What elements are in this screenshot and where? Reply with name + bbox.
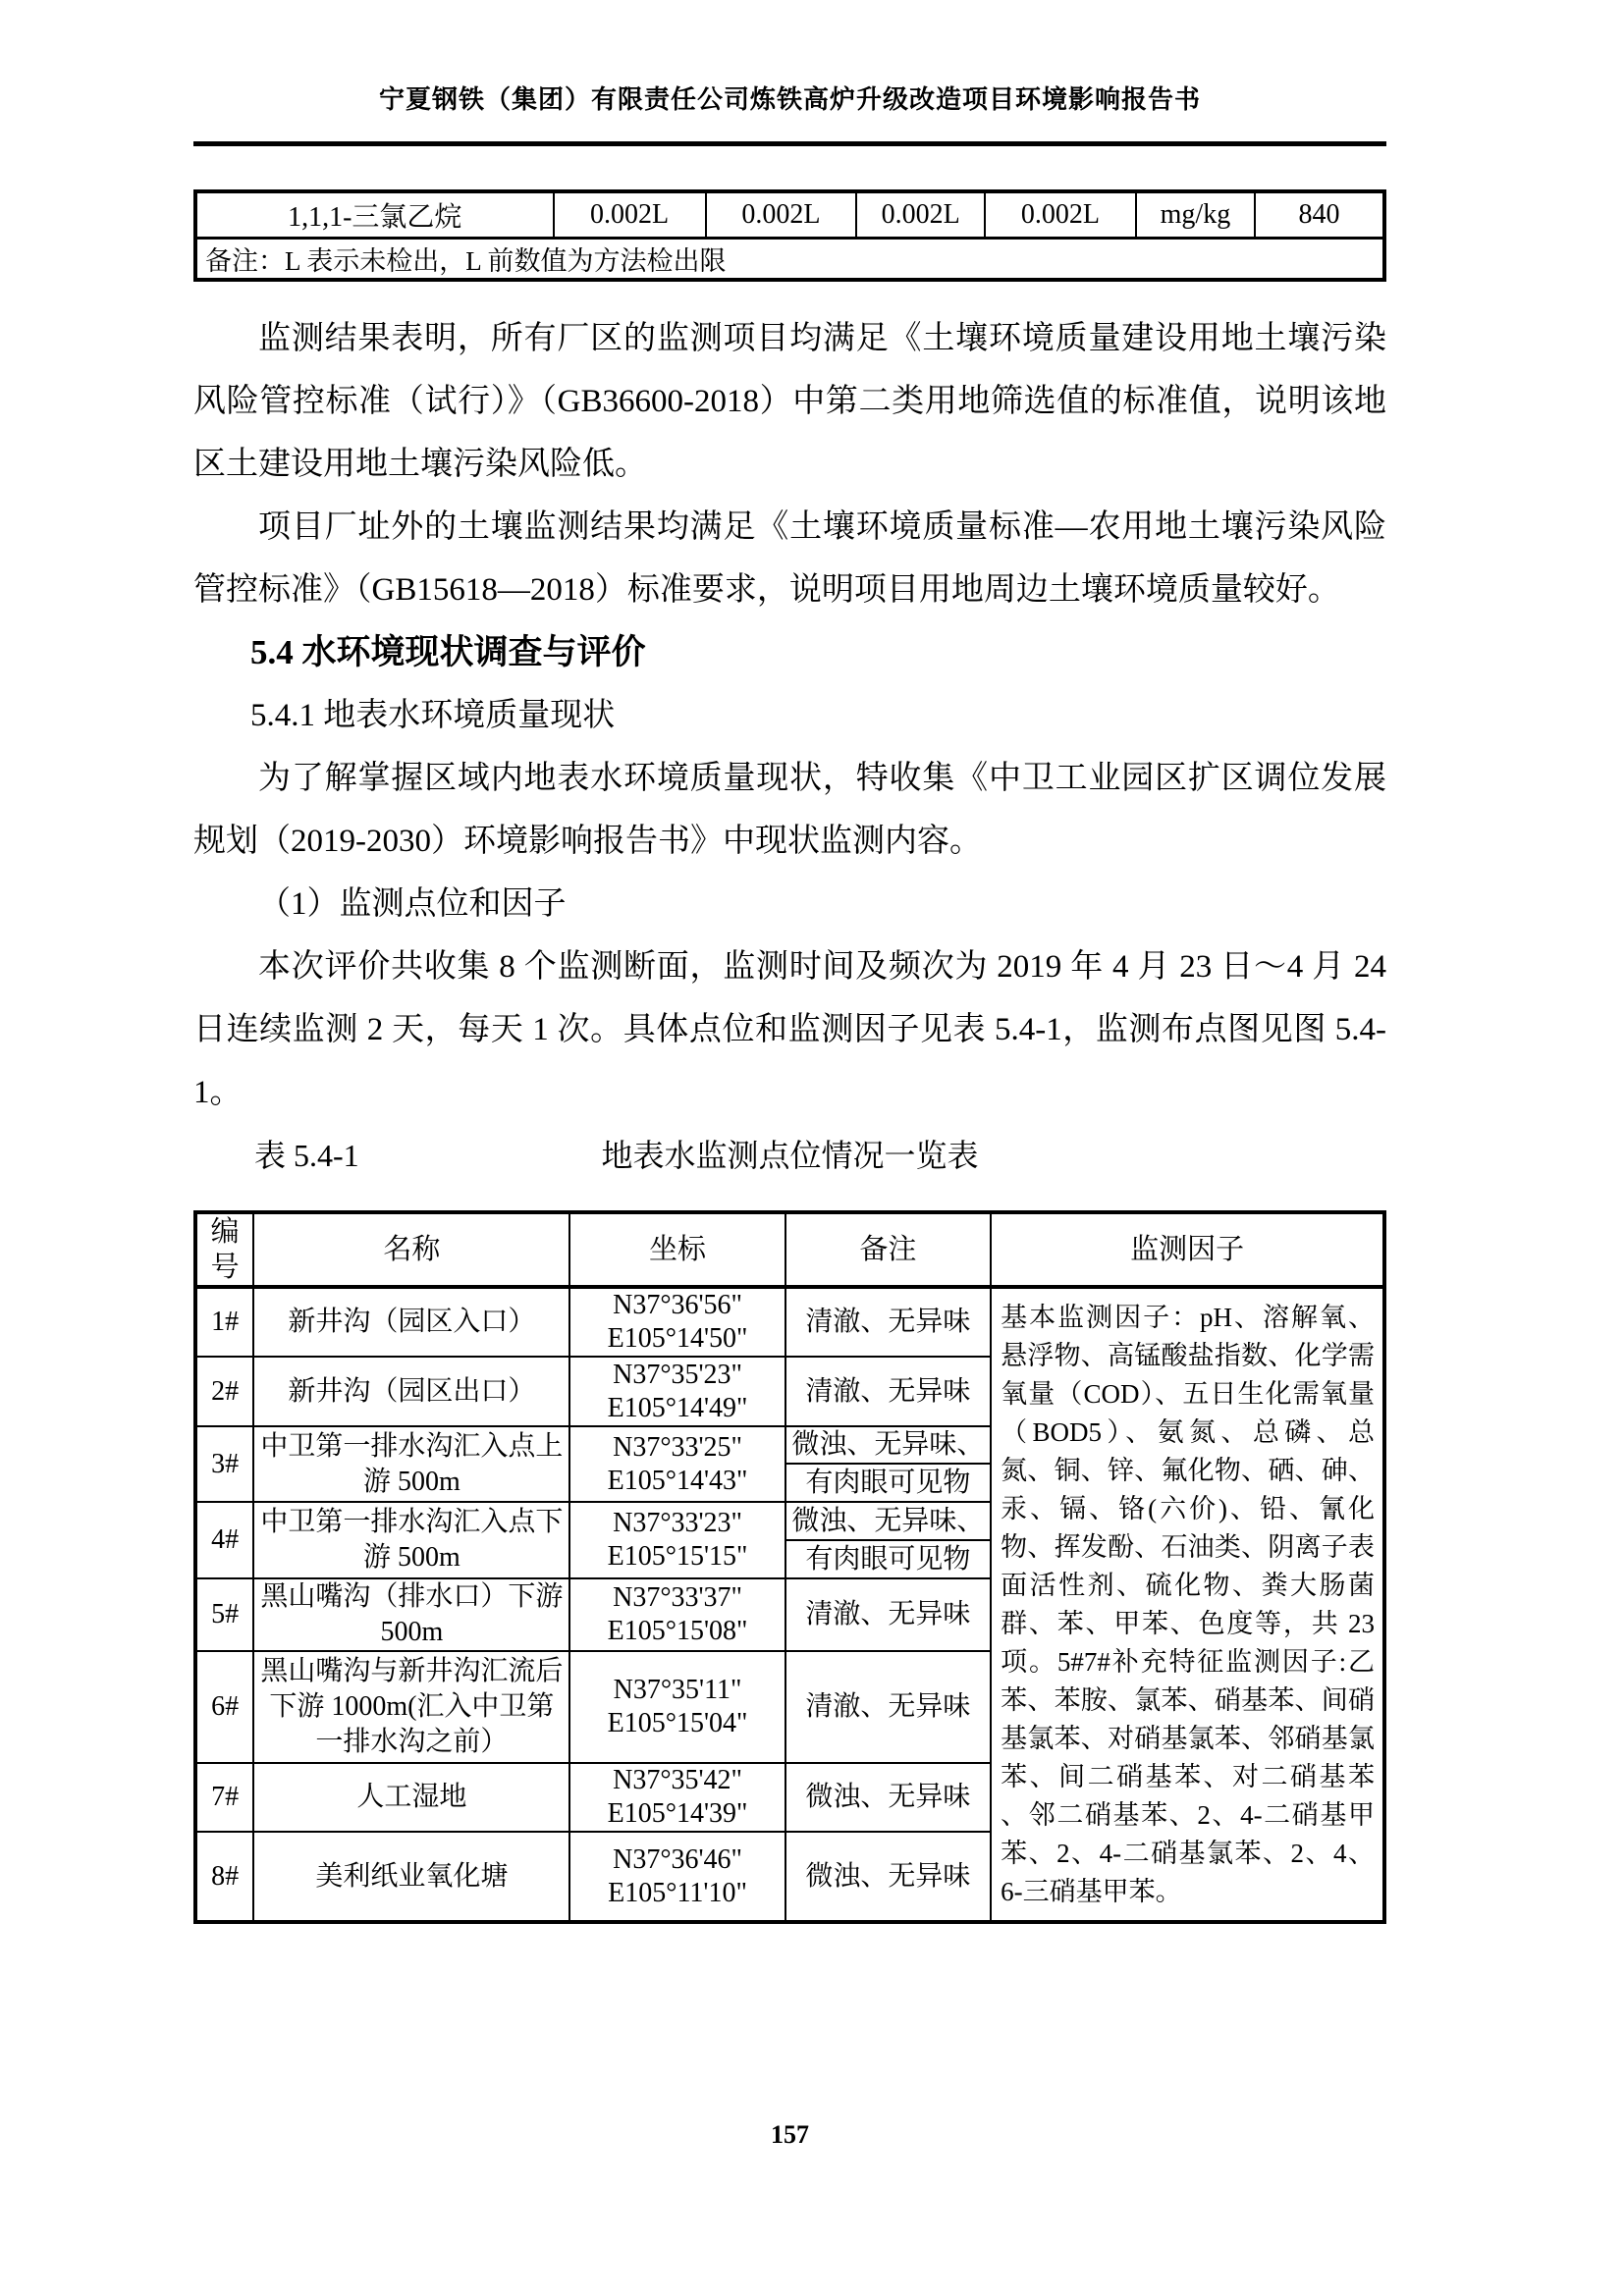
header-rule bbox=[193, 141, 1386, 146]
header-cell-coordinate: 坐标 bbox=[569, 1212, 785, 1287]
site-name-cell: 新井沟（园区入口） bbox=[253, 1287, 569, 1357]
paragraph-soil-conclusion-1: 监测结果表明，所有厂区的监测项目均满足《土壤环境质量建设用地土壤污染风险管控标准（试行）》（GB36600-2018）中第二类用地筛选值的标准值，说明该地区土建设用地土壤污染风险低。 bbox=[193, 321, 1386, 482]
subsection-heading-5-4-1: 5.4.1 地表水环境质量现状 bbox=[250, 698, 616, 733]
coordinate-east: E105°14'50" bbox=[607, 1323, 748, 1354]
factors-cell: 基本监测因子：pH、溶解氧、悬浮物、高锰酸盐指数、化学需氧量（COD）、五日生化需氧量（BOD5）、氨氮、总磷、总氮、铜、锌、氟化物、硒、砷、汞、镉、铬(六价)、铅、氰化物、挥发酚、石油类、阴离子表面活性剂、硫化物、粪大肠菌群、苯、甲苯、色度等，共 23 项。5#7#补充特征监测因子:乙苯、苯胺、氯苯、硝基苯、间硝基氯苯、对硝基氯苯、邻硝基氯苯、间二硝基苯、对二硝基苯 、邻二硝基苯、2、4-二硝基甲苯、2、4-二硝基氯苯、2、4、6-三硝基甲苯。 bbox=[991, 1287, 1384, 1922]
site-name-cell: 新井沟（园区出口） bbox=[253, 1357, 569, 1426]
coordinate-cell bbox=[569, 1357, 785, 1426]
remark-cell: 清澈、无异味 bbox=[785, 1651, 992, 1763]
coordinate-east: E105°15'15" bbox=[607, 1541, 748, 1572]
coordinate-north: N37°33'25" bbox=[613, 1431, 742, 1463]
table-note-row bbox=[195, 239, 1384, 281]
remark-cell-top: 微浊、无异味、 bbox=[785, 1502, 992, 1540]
coordinate-east: E105°14'39" bbox=[607, 1798, 748, 1829]
value-cell: 0.002L bbox=[856, 191, 985, 239]
site-name-cell: 黑山嘴沟（排水口）下游 500m bbox=[253, 1578, 569, 1651]
row-id-cell: 5# bbox=[195, 1578, 253, 1651]
site-name-cell: 美利纸业氧化塘 bbox=[253, 1832, 569, 1922]
table-header-row bbox=[195, 1212, 1384, 1287]
coordinate-cell bbox=[569, 1763, 785, 1832]
row-id-cell: 8# bbox=[195, 1832, 253, 1922]
header-cell-factors: 监测因子 bbox=[991, 1212, 1384, 1287]
paragraph-item-1-label: （1）监测点位和因子 bbox=[258, 886, 567, 922]
site-name-cell: 黑山嘴沟与新井沟汇流后下游 1000m(汇入中卫第一排水沟之前） bbox=[253, 1651, 569, 1763]
section-heading-5-4: 5.4 水环境现状调查与评价 bbox=[250, 633, 646, 671]
remark-cell: 微浊、无异味 bbox=[785, 1763, 992, 1832]
remark-cell: 清澈、无异味 bbox=[785, 1287, 992, 1357]
coordinate-north: N37°35'11" bbox=[613, 1675, 742, 1705]
header-cell-id: 编号 bbox=[195, 1212, 253, 1287]
table-caption-title: 地表水监测点位情况一览表 bbox=[601, 1138, 979, 1173]
unit-cell: mg/kg bbox=[1136, 191, 1255, 239]
coordinate-cell bbox=[569, 1651, 785, 1763]
row-id-cell: 6# bbox=[195, 1651, 253, 1763]
page-number: 157 bbox=[771, 2120, 809, 2149]
value-cell: 0.002L bbox=[554, 191, 706, 239]
coordinate-cell bbox=[569, 1832, 785, 1922]
limit-cell: 840 bbox=[1255, 191, 1384, 239]
row-id-cell: 3# bbox=[195, 1426, 253, 1502]
coordinate-cell bbox=[569, 1502, 785, 1578]
coordinate-north: N37°33'23" bbox=[613, 1508, 742, 1538]
paragraph-soil-conclusion-2: 项目厂址外的土壤监测结果均满足《土壤环境质量标准—农用地土壤污染风险管控标准》（GB15618—2018）标准要求，说明项目用地周边土壤环境质量较好。 bbox=[193, 509, 1386, 608]
row-id-cell: 4# bbox=[195, 1502, 253, 1578]
remark-cell: 清澈、无异味 bbox=[785, 1578, 992, 1651]
value-cell: 0.002L bbox=[706, 191, 857, 239]
coordinate-north: N37°35'42" bbox=[613, 1765, 742, 1795]
coordinate-east: E105°11'10" bbox=[608, 1877, 747, 1908]
row-id-cell: 1# bbox=[195, 1287, 253, 1357]
coordinate-north: N37°33'37" bbox=[613, 1582, 742, 1613]
coordinate-north: N37°36'46" bbox=[613, 1843, 742, 1875]
remark-cell: 微浊、无异味 bbox=[785, 1832, 992, 1922]
page-content bbox=[193, 0, 1386, 1924]
parameter-cell: 1,1,1-三氯乙烷 bbox=[195, 191, 554, 239]
remark-cell: 清澈、无异味 bbox=[785, 1357, 992, 1426]
coordinate-east: E105°15'04" bbox=[607, 1708, 748, 1738]
coordinate-cell bbox=[569, 1426, 785, 1502]
row-id-cell: 7# bbox=[195, 1763, 253, 1832]
coordinate-cell bbox=[569, 1287, 785, 1357]
remark-cell-bottom: 有肉眼可见物 bbox=[785, 1464, 992, 1502]
remark-cell-bottom: 有肉眼可见物 bbox=[785, 1540, 992, 1578]
coordinate-east: E105°14'43" bbox=[607, 1465, 748, 1496]
paragraph-survey-source: 为了解掌握区域内地表水环境质量现状，特收集《中卫工业园区扩区调位发展规划（2019-2030）环境影响报告书》中现状监测内容。 bbox=[193, 761, 1386, 859]
surface-water-monitoring-table bbox=[193, 1210, 1386, 1924]
remark-cell-top: 微浊、无异味、 bbox=[785, 1426, 992, 1464]
table-row bbox=[195, 191, 1384, 239]
site-name-cell: 中卫第一排水沟汇入点下游 500m bbox=[253, 1502, 569, 1578]
row-id-cell: 2# bbox=[195, 1357, 253, 1426]
coordinate-north: N37°35'23" bbox=[613, 1359, 742, 1390]
coordinate-east: E105°14'49" bbox=[607, 1392, 748, 1423]
table-caption bbox=[193, 1124, 1386, 1187]
table-row-1 bbox=[195, 1287, 1384, 1357]
table-caption-label: 表 5.4-1 bbox=[254, 1138, 359, 1173]
header-cell-name: 名称 bbox=[253, 1212, 569, 1287]
site-name-cell: 中卫第一排水沟汇入点上游 500m bbox=[253, 1426, 569, 1502]
value-cell: 0.002L bbox=[985, 191, 1136, 239]
soil-result-table-fragment bbox=[193, 189, 1386, 282]
coordinate-north: N37°36'56" bbox=[613, 1290, 742, 1320]
coordinate-east: E105°15'08" bbox=[607, 1616, 748, 1646]
coordinate-cell bbox=[569, 1578, 785, 1651]
paragraph-monitoring-plan: 本次评价共收集 8 个监测断面，监测时间及频次为 2019 年 4 月 23 日～4 月 24 日连续监测 2 天，每天 1 次。具体点位和监测因子见表 5.4-1，监测布点图见图 5.4-1。 bbox=[193, 949, 1386, 1110]
document-header-title: 宁夏钢铁（集团）有限责任公司炼铁高炉升级改造项目环境影响报告书 bbox=[378, 85, 1201, 114]
table-note-cell: 备注：L 表示未检出，L 前数值为方法检出限 bbox=[195, 239, 1384, 281]
header-cell-remark: 备注 bbox=[785, 1212, 992, 1287]
site-name-cell: 人工湿地 bbox=[253, 1763, 569, 1832]
